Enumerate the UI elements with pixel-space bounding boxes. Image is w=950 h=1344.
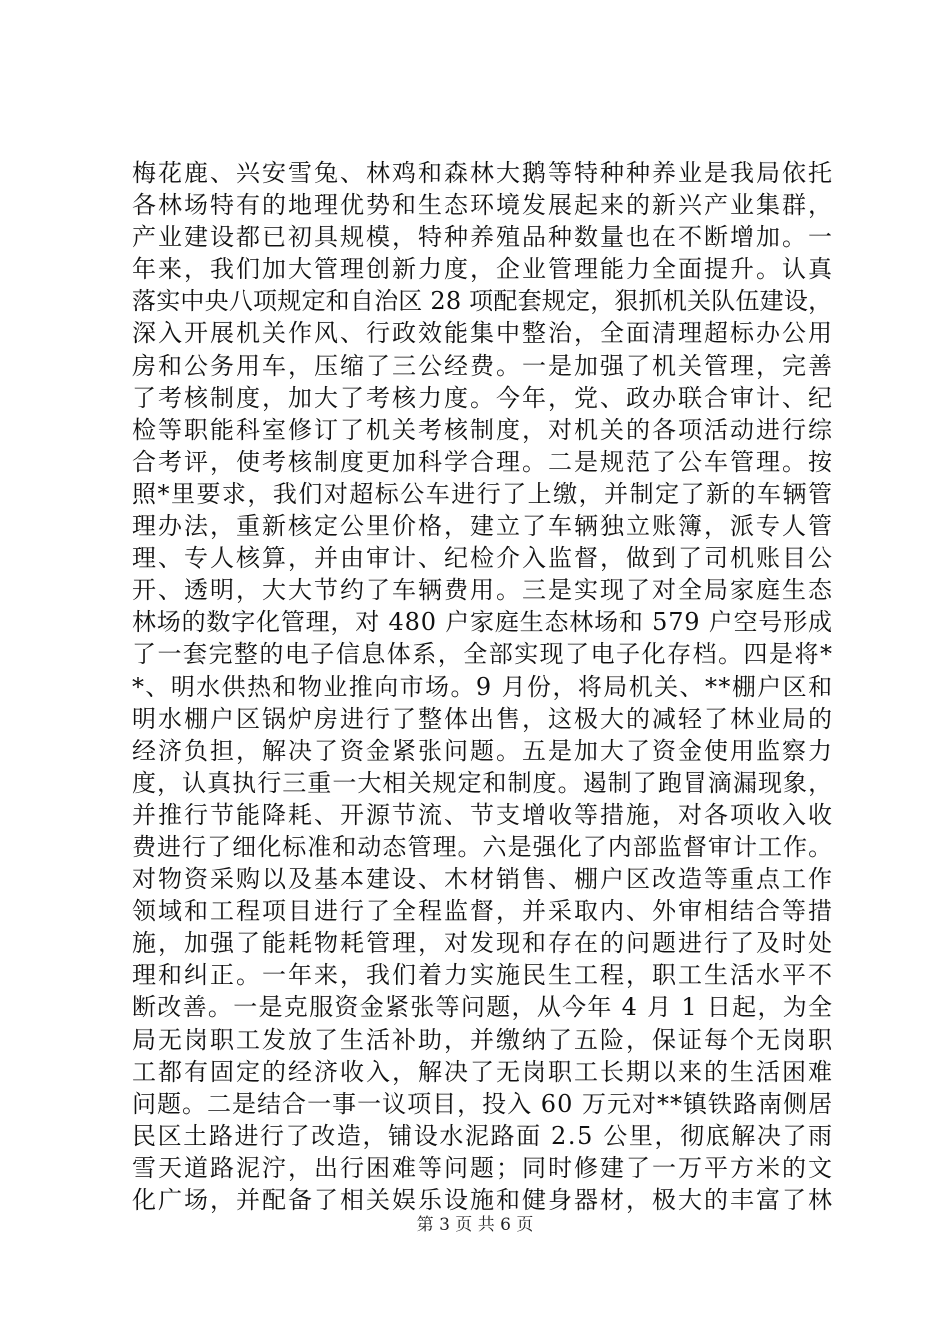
text-line: 领域和工程项目进行了全程监督，并采取内、外审相结合等措 [132,897,834,926]
text-line: 对物资采购以及基本建设、木材销售、棚户区改造等重点工作 [132,865,834,894]
text-line: 检等职能科室修订了机关考核制度，对机关的各项活动进行综 [132,415,834,444]
text-line: 房和公务用车，压缩了三公经费。一是加强了机关管理，完善 [132,351,834,380]
body-text [132,157,832,1216]
text-line: 明水棚户区锅炉房进行了整体出售，这极大的减轻了林业局的 [132,704,834,733]
text-line: *、明水供热和物业推向市场。9 月份，将局机关、**棚户区和 [132,672,834,701]
text-line: 落实中央八项规定和自治区 28 项配套规定，狠抓机关队伍建设， [132,287,833,316]
text-line: 度，认真执行三重一大相关规定和制度。遏制了跑冒滴漏现象， [132,768,834,797]
text-line: 断改善。一是克服资金紧张等问题，从今年 4 月 1 日起，为全 [132,993,834,1022]
text-line: 了一套完整的电子信息体系，全部实现了电子化存档。四是将* [132,640,834,669]
text-line: 照*里要求，我们对超标公车进行了上缴，并制定了新的车辆管 [132,479,834,508]
text-line: 各林场特有的地理优势和生态环境发展起来的新兴产业集群， [132,191,834,220]
text-line: 年来，我们加大管理创新力度，企业管理能力全面提升。认真 [132,255,834,284]
text-line: 理办法，重新核定公里价格，建立了车辆独立账簿，派专人管 [132,512,834,541]
text-line: 理、专人核算，并由审计、纪检介入监督，做到了司机账目公 [132,544,834,573]
text-line: 理和纠正。一年来，我们着力实施民生工程，职工生活水平不 [132,961,834,990]
text-line: 深入开展机关作风、行政效能集中整治，全面清理超标办公用 [132,319,834,348]
text-line: 雪天道路泥泞，出行困难等问题；同时修建了一万平方米的文 [132,1153,834,1182]
text-line: 化广场，并配备了相关娱乐设施和健身器材，极大的丰富了林 [132,1186,834,1214]
text-line: 施，加强了能耗物耗管理，对发现和存在的问题进行了及时处 [132,929,834,958]
text-line: 并推行节能降耗、开源节流、节支增收等措施，对各项收入收 [132,800,834,829]
text-line: 林场的数字化管理，对 480 户家庭生态林场和 579 户空号形成 [132,608,833,637]
page-footer: 第 3 页 共 6 页 [416,1215,534,1235]
text-line: 了考核制度，加大了考核力度。今年，党、政办联合审计、纪 [132,383,834,412]
text-line: 经济负担，解决了资金紧张问题。五是加大了资金使用监察力 [132,736,834,765]
text-line: 局无岗职工发放了生活补助，并缴纳了五险，保证每个无岗职 [132,1025,834,1054]
text-line: 开、透明，大大节约了车辆费用。三是实现了对全局家庭生态 [132,576,834,605]
text-line: 梅花鹿、兴安雪兔、林鸡和森林大鹅等特种种养业是我局依托 [132,159,834,187]
text-line: 产业建设都已初具规模，特种养殖品种数量也在不断增加。一 [132,223,834,252]
text-line: 工都有固定的经济收入，解决了无岗职工长期以来的生活困难 [132,1057,834,1086]
text-line: 合考评，使考核制度更加科学合理。二是规范了公车管理。按 [132,447,834,476]
text-line: 费进行了细化标准和动态管理。六是强化了内部监督审计工作。 [132,832,834,861]
text-line: 民区土路进行了改造，铺设水泥路面 2.5 公里，彻底解决了雨 [132,1121,834,1150]
text-line: 问题。二是结合一事一议项目，投入 60 万元对**镇铁路南侧居 [132,1089,834,1118]
